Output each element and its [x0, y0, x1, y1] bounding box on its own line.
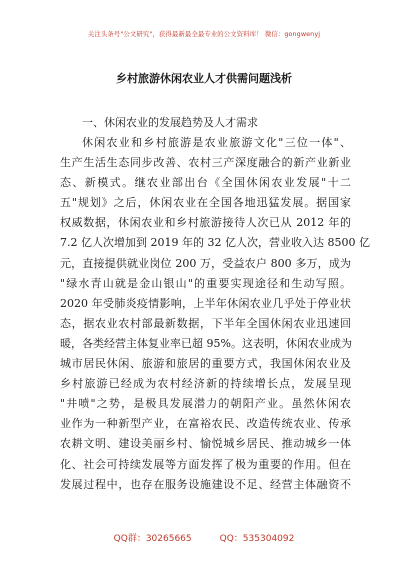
qq-number: QQ：535304092 [219, 534, 295, 544]
body-line: 态、新模式。继农业部出台《全国休闲农业发展"十二 [60, 176, 351, 190]
body-line: 五"规划》之后，休闲农业在全国各地迅猛发展。据国家 [60, 196, 351, 210]
body-line: 2020 年受肺炎疫情影响，上半年休闲农业几乎处于停业状 [60, 296, 351, 310]
body-line: "绿水青山就是金山银山"的重要实现途径和生动写照。 [60, 276, 351, 290]
body-line: 休闲农业和乡村旅游是农业旅游文化"三位一体"、 [82, 136, 351, 149]
body-line: 乡村旅游已经成为农村经济新的持续增长点，发展呈现 [60, 377, 351, 391]
body-line: "井喷"之势，是极具发展潜力的朝阳产业。虽然休闲农 [60, 397, 351, 411]
body-line: 权威数据，休闲农业和乡村旅游接待人次已从 2012 年的 [60, 216, 351, 230]
section-heading: 一、休闲农业的发展趋势及人才需求 [82, 116, 258, 129]
document-body [60, 113, 370, 495]
body-line: 农耕文明、建设美丽乡村、愉悦城乡居民、推动城乡一体 [60, 437, 351, 451]
body-line: 7.2 亿人次增加到 2019 年的 32 亿人次，营业收入达 8500 亿 [60, 236, 370, 250]
body-line: 化、社会可持续发展等方面发挥了极为重要的作用。但在 [60, 457, 351, 471]
body-line: 态，据农业农村部最新数据，下半年全国休闲农业迅速回 [60, 316, 351, 330]
body-line: 元，直接提供就业岗位 200 万，受益农户 800 多万，成为 [60, 256, 351, 270]
body-line: 发展过程中，也存在服务设施建设不足、经营主体融资不 [60, 477, 351, 491]
body-line: 暖，各类经营主体复业率已超 95%。这表明，休闲农业成为 [60, 336, 352, 350]
document-title: 乡村旅游休闲农业人才供需问题浅析 [116, 72, 292, 85]
header-banner: 关注头条号"公文研究"，获得最新最全最专业的公文资料库！ 微信：gongwenyj [87, 30, 321, 38]
qq-group-number: QQ群：30265665 [113, 534, 192, 544]
body-line: 业作为一种新型产业，在富裕农民、改造传统农业、传承 [60, 417, 351, 431]
footer-contact [0, 531, 408, 544]
body-line: 城市居民休闲、旅游和旅居的重要方式，我国休闲农业及 [60, 357, 351, 371]
body-line: 生产生活生态同步改善、农村三产深度融合的新产业新业 [60, 156, 351, 170]
